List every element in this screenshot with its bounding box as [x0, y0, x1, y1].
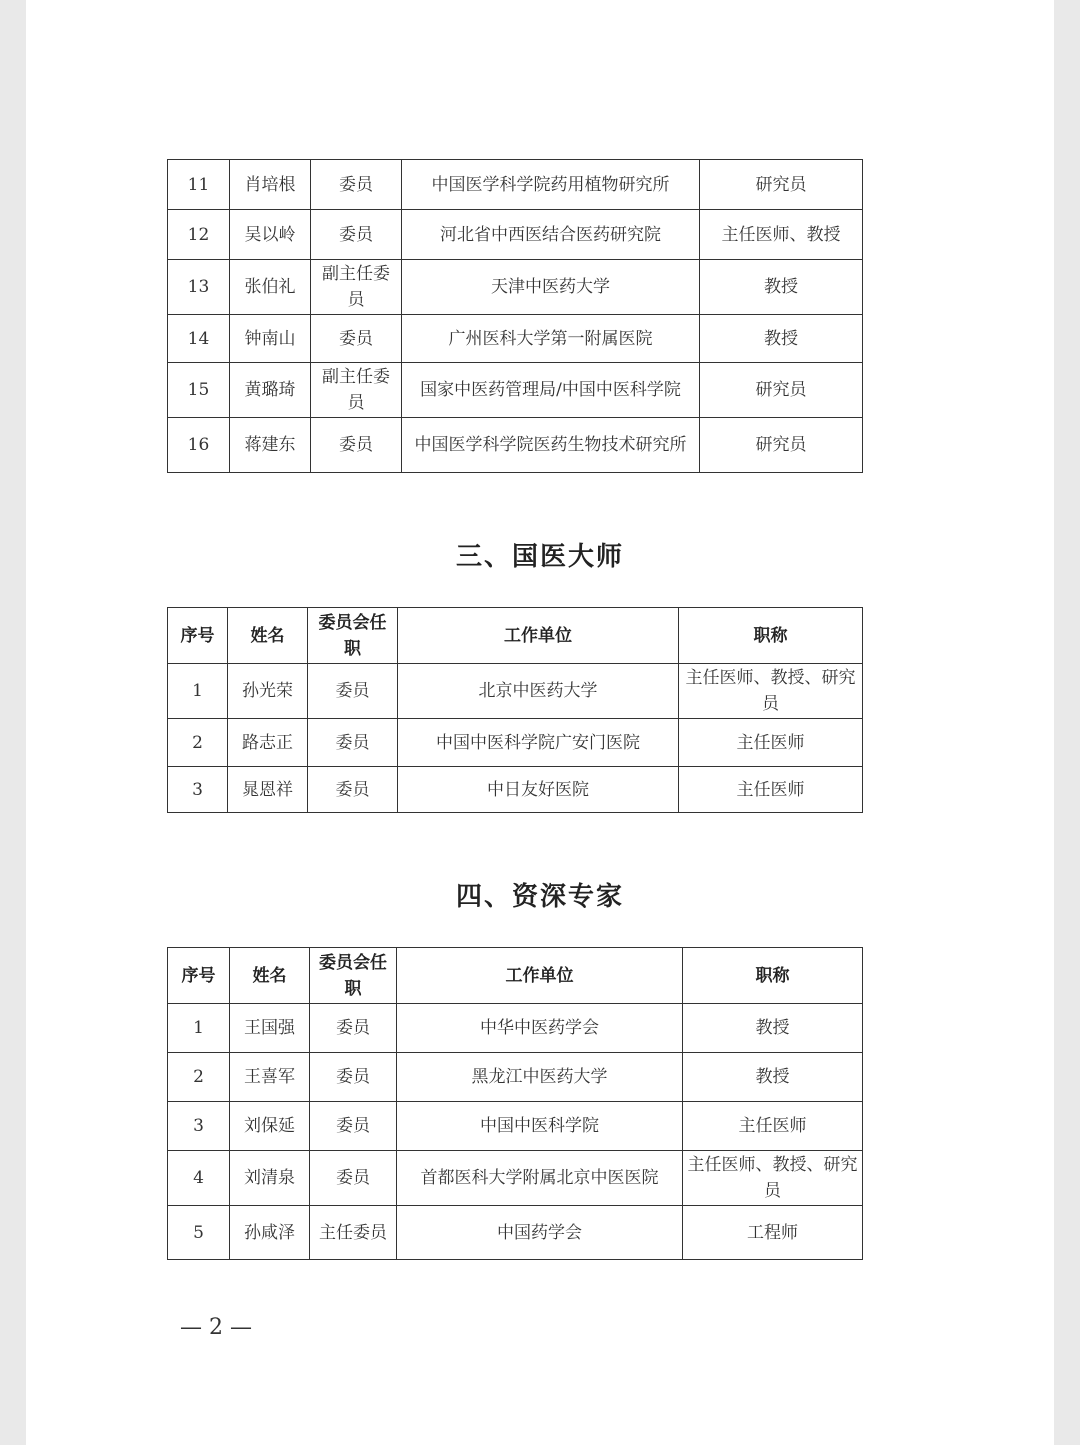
section-title-national-masters: 三、国医大师: [455, 542, 624, 572]
cell-seq: 1: [168, 664, 228, 719]
section-title-senior-experts: 四、资深专家: [455, 882, 624, 912]
table-row: [168, 1206, 863, 1260]
cell-workplace: 天津中医药大学: [402, 260, 700, 315]
cell-workplace: 中国医学科学院医药生物技术研究所: [402, 418, 700, 473]
cell-workplace: 首都医科大学附属北京中医医院: [397, 1151, 683, 1206]
cell-title: 教授: [683, 1004, 863, 1053]
cell-title: 研究员: [700, 418, 863, 473]
header-row: [168, 948, 863, 1004]
cell-workplace: 广州医科大学第一附属医院: [402, 315, 700, 363]
cell-position: 副主任委员: [311, 363, 402, 418]
cell-workplace: 中国医学科学院药用植物研究所: [402, 160, 700, 210]
header-cell: 委员会任职: [308, 608, 398, 664]
cell-seq: 3: [168, 767, 228, 813]
cell-title: 主任医师: [683, 1102, 863, 1151]
committee-members-table: [167, 159, 863, 473]
cell-position: 委员: [310, 1004, 397, 1053]
cell-title: 研究员: [700, 160, 863, 210]
cell-seq: 5: [168, 1206, 230, 1260]
cell-workplace: 河北省中西医结合医药研究院: [402, 210, 700, 260]
header-cell: 职称: [679, 608, 863, 664]
header-cell: 序号: [168, 608, 228, 664]
table-row: [168, 1053, 863, 1102]
cell-workplace: 国家中医药管理局/中国中医科学院: [402, 363, 700, 418]
cell-workplace: 中日友好医院: [398, 767, 679, 813]
table-row: [168, 418, 863, 473]
table-row: [168, 719, 863, 767]
cell-position: 委员: [311, 210, 402, 260]
cell-title: 主任医师: [679, 719, 863, 767]
cell-position: 委员: [310, 1151, 397, 1206]
cell-position: 委员: [311, 315, 402, 363]
cell-position: 委员: [311, 418, 402, 473]
cell-workplace: 黑龙江中医药大学: [397, 1053, 683, 1102]
cell-position: 委员: [308, 719, 398, 767]
cell-position: 委员: [308, 664, 398, 719]
table-row: [168, 1004, 863, 1053]
cell-name: 孙光荣: [228, 664, 308, 719]
cell-name: 刘清泉: [230, 1151, 310, 1206]
cell-name: 蒋建东: [230, 418, 311, 473]
cell-name: 刘保延: [230, 1102, 310, 1151]
cell-workplace: 北京中医药大学: [398, 664, 679, 719]
cell-title: 教授: [700, 260, 863, 315]
header-cell: 序号: [168, 948, 230, 1004]
cell-seq: 16: [168, 418, 230, 473]
cell-workplace: 中国药学会: [397, 1206, 683, 1260]
header-row: [168, 608, 863, 664]
table-row: [168, 160, 863, 210]
table-row: [168, 363, 863, 418]
cell-name: 路志正: [228, 719, 308, 767]
header-cell: 姓名: [228, 608, 308, 664]
cell-title: 教授: [683, 1053, 863, 1102]
cell-seq: 13: [168, 260, 230, 315]
table-row: [168, 315, 863, 363]
cell-workplace: 中国中医科学院: [397, 1102, 683, 1151]
cell-seq: 4: [168, 1151, 230, 1206]
cell-seq: 14: [168, 315, 230, 363]
cell-seq: 2: [168, 719, 228, 767]
cell-title: 工程师: [683, 1206, 863, 1260]
cell-seq: 12: [168, 210, 230, 260]
header-cell: 工作单位: [397, 948, 683, 1004]
cell-name: 吴以岭: [230, 210, 311, 260]
cell-name: 黄璐琦: [230, 363, 311, 418]
cell-position: 委员: [310, 1053, 397, 1102]
cell-name: 王喜军: [230, 1053, 310, 1102]
cell-seq: 2: [168, 1053, 230, 1102]
cell-name: 钟南山: [230, 315, 311, 363]
cell-title: 研究员: [700, 363, 863, 418]
cell-name: 晁恩祥: [228, 767, 308, 813]
cell-position: 副主任委员: [311, 260, 402, 315]
table-row: [168, 664, 863, 719]
cell-name: 张伯礼: [230, 260, 311, 315]
cell-title: 主任医师: [679, 767, 863, 813]
cell-seq: 11: [168, 160, 230, 210]
cell-name: 肖培根: [230, 160, 311, 210]
table-row: [168, 210, 863, 260]
cell-seq: 15: [168, 363, 230, 418]
cell-position: 委员: [310, 1102, 397, 1151]
table-row: [168, 1151, 863, 1206]
national-masters-table: [167, 607, 863, 813]
page-number: — 2 —: [180, 1315, 252, 1340]
table-row: [168, 260, 863, 315]
cell-position: 主任委员: [310, 1206, 397, 1260]
senior-experts-table: [167, 947, 863, 1260]
cell-position: 委员: [308, 767, 398, 813]
cell-seq: 3: [168, 1102, 230, 1151]
cell-name: 王国强: [230, 1004, 310, 1053]
cell-workplace: 中华中医药学会: [397, 1004, 683, 1053]
table-row: [168, 1102, 863, 1151]
header-cell: 职称: [683, 948, 863, 1004]
header-cell: 工作单位: [398, 608, 679, 664]
cell-workplace: 中国中医科学院广安门医院: [398, 719, 679, 767]
cell-title: 主任医师、教授、研究员: [679, 664, 863, 719]
cell-title: 主任医师、教授: [700, 210, 863, 260]
cell-title: 教授: [700, 315, 863, 363]
cell-title: 主任医师、教授、研究员: [683, 1151, 863, 1206]
table-row: [168, 767, 863, 813]
cell-name: 孙咸泽: [230, 1206, 310, 1260]
cell-position: 委员: [311, 160, 402, 210]
header-cell: 委员会任职: [310, 948, 397, 1004]
header-cell: 姓名: [230, 948, 310, 1004]
cell-seq: 1: [168, 1004, 230, 1053]
